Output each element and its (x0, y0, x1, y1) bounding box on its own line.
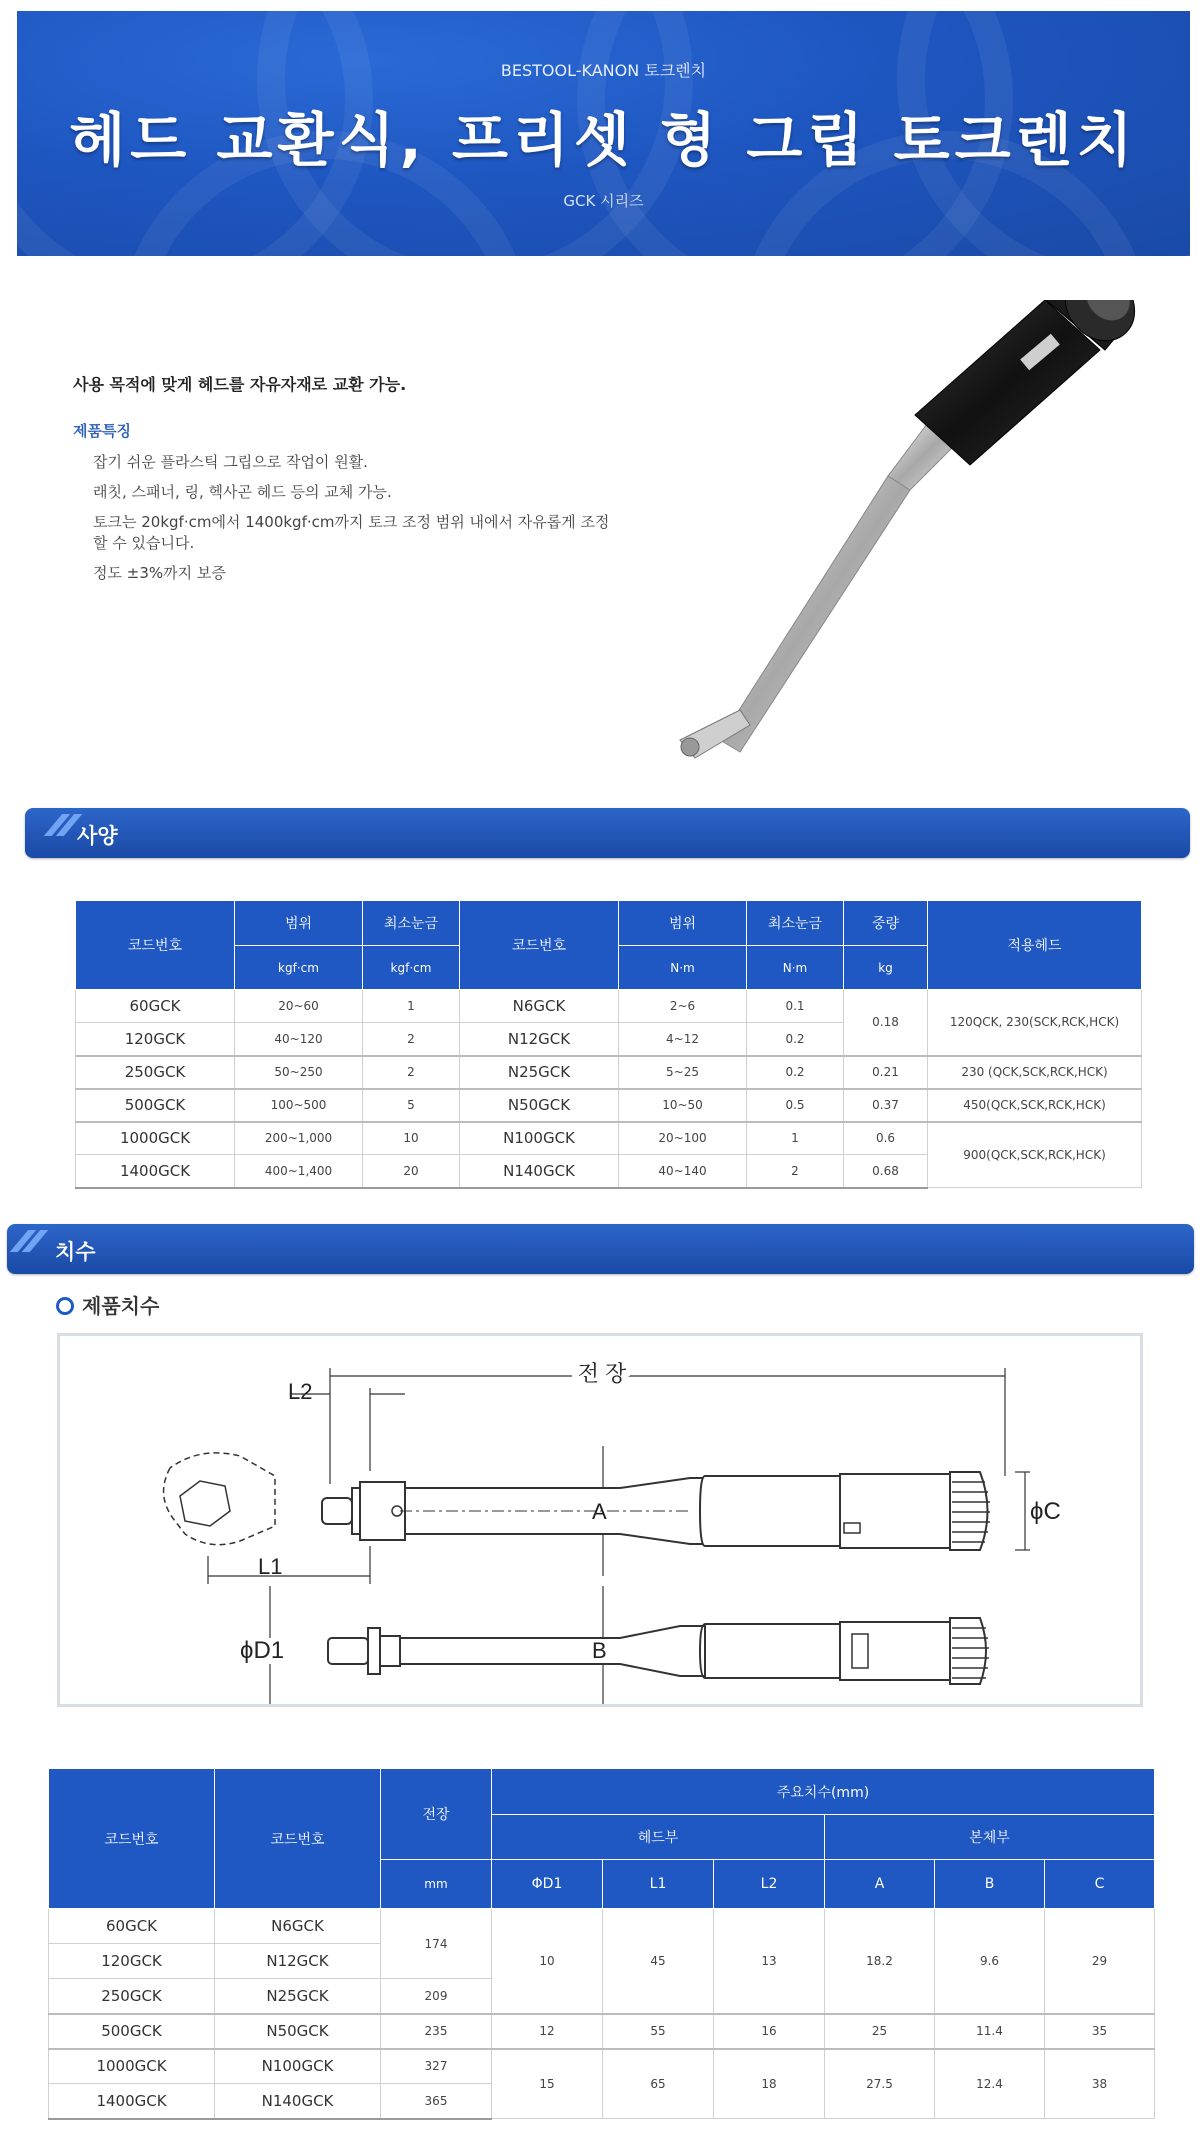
cell-b: 9.6 (935, 1909, 1045, 2014)
col-code: 코드번호 (49, 1769, 215, 1909)
col-code: 코드번호 (76, 901, 235, 990)
col-c: C (1045, 1860, 1155, 1909)
cell-range: 50~250 (235, 1056, 363, 1089)
cell-range2: 10~50 (619, 1089, 747, 1122)
col-code-nm: 코드번호 (215, 1769, 381, 1909)
label-c: ϕC (1030, 1498, 1061, 1525)
col-head: 적용헤드 (928, 901, 1142, 990)
col-weight: 중량 (844, 901, 928, 946)
intro-headline: 사용 목적에 맞게 헤드를 자유자재로 교환 가능. (73, 375, 407, 394)
label-a: A (592, 1499, 607, 1524)
cell-code2: N6GCK (215, 1909, 381, 1944)
cell-range2: 5~25 (619, 1056, 747, 1089)
cell-range: 400~1,400 (235, 1155, 363, 1188)
cell-code: 120GCK (76, 1023, 235, 1056)
cell-l1: 65 (603, 2049, 714, 2119)
col-min-scale-nm: 최소눈금 (747, 901, 844, 946)
col-d1: ΦD1 (492, 1860, 603, 1909)
cell-l2: 18 (714, 2049, 825, 2119)
unit-range: kgf·cm (235, 946, 363, 990)
cell-code: 1400GCK (76, 1155, 235, 1188)
cell-code: 250GCK (49, 1979, 215, 2014)
cell-range2: 40~140 (619, 1155, 747, 1188)
cell-code2: N12GCK (460, 1023, 619, 1056)
page-title: 헤드 교환식, 프리셋 형 그립 토크렌치 (69, 106, 1138, 174)
cell-code: 250GCK (76, 1056, 235, 1089)
cell-head: 120QCK, 230(SCK,RCK,HCK) (928, 990, 1142, 1056)
cell-code: 1000GCK (76, 1122, 235, 1155)
cell-code2: N140GCK (460, 1155, 619, 1188)
cell-d1: 12 (492, 2014, 603, 2049)
cell-weight: 0.68 (844, 1155, 928, 1188)
cell-code2: N25GCK (215, 1979, 381, 2014)
cell-length: 174 (381, 1909, 492, 1979)
cell-weight: 0.6 (844, 1122, 928, 1155)
col-b: B (935, 1860, 1045, 1909)
cell-min2: 2 (747, 1155, 844, 1188)
spec-table (75, 900, 1142, 1189)
cell-code2: N100GCK (215, 2049, 381, 2084)
cell-range: 20~60 (235, 990, 363, 1023)
cell-c: 38 (1045, 2049, 1155, 2119)
cell-weight: 0.21 (844, 1056, 928, 1089)
cell-d1: 10 (492, 1909, 603, 2014)
cell-a: 18.2 (825, 1909, 935, 2014)
cell-b: 12.4 (935, 2049, 1045, 2119)
col-code-nm: 코드번호 (460, 901, 619, 990)
table-row (76, 990, 1142, 1023)
cell-length: 209 (381, 1979, 492, 2014)
cell-l1: 45 (603, 1909, 714, 2014)
label-l1: L1 (258, 1554, 283, 1579)
product-image (660, 300, 1160, 780)
cell-code: 500GCK (76, 1089, 235, 1122)
cell-l1: 55 (603, 2014, 714, 2049)
col-range-nm: 범위 (619, 901, 747, 946)
section-dimensions-title: 치수 (55, 1240, 96, 1264)
cell-min: 2 (363, 1056, 460, 1089)
dimensions-subtitle: 제품치수 (82, 1294, 160, 1318)
cell-min: 2 (363, 1023, 460, 1056)
cell-code: 500GCK (49, 2014, 215, 2049)
unit-min-scale: kgf·cm (363, 946, 460, 990)
cell-code2: N50GCK (460, 1089, 619, 1122)
section-dimensions-bar (7, 1224, 1194, 1274)
col-body-part: 본체부 (825, 1815, 1155, 1860)
cell-b: 11.4 (935, 2014, 1045, 2049)
label-d1: ϕD1 (240, 1637, 285, 1664)
cell-weight: 0.37 (844, 1089, 928, 1122)
cell-min: 10 (363, 1122, 460, 1155)
cell-c: 29 (1045, 1909, 1155, 2014)
cell-code: 60GCK (76, 990, 235, 1023)
cell-code2: N50GCK (215, 2014, 381, 2049)
label-l2: L2 (288, 1379, 313, 1404)
feature-item: 잡기 쉬운 플라스틱 그립으로 작업이 원활. (93, 453, 368, 471)
cell-code: 1400GCK (49, 2084, 215, 2119)
unit-range-nm: N·m (619, 946, 747, 990)
table-row (76, 1122, 1142, 1155)
brand-subtitle: BESTOOL-KANON 토크렌치 (500, 61, 707, 80)
cell-head: 450(QCK,SCK,RCK,HCK) (928, 1089, 1142, 1122)
feature-item: 래칫, 스패너, 링, 헥사곤 헤드 등의 교체 가능. (93, 483, 392, 501)
header-banner (17, 11, 1190, 256)
cell-min: 20 (363, 1155, 460, 1188)
unit-weight: kg (844, 946, 928, 990)
cell-range: 200~1,000 (235, 1122, 363, 1155)
cell-min2: 1 (747, 1122, 844, 1155)
unit-mm: mm (381, 1860, 492, 1909)
col-head-part: 헤드부 (492, 1815, 825, 1860)
cell-min2: 0.5 (747, 1089, 844, 1122)
dimension-table (48, 1768, 1155, 2120)
cell-c: 35 (1045, 2014, 1155, 2049)
col-min-scale: 최소눈금 (363, 901, 460, 946)
section-spec-bar (25, 808, 1190, 858)
cell-length: 327 (381, 2049, 492, 2084)
col-range: 범위 (235, 901, 363, 946)
cell-length: 365 (381, 2084, 492, 2119)
cell-range2: 2~6 (619, 990, 747, 1023)
cell-d1: 15 (492, 2049, 603, 2119)
series-label: GCK 시리즈 (563, 192, 644, 210)
cell-code2: N140GCK (215, 2084, 381, 2119)
cell-code2: N100GCK (460, 1122, 619, 1155)
cell-range2: 20~100 (619, 1122, 747, 1155)
cell-length: 235 (381, 2014, 492, 2049)
col-l2: L2 (714, 1860, 825, 1909)
cell-a: 25 (825, 2014, 935, 2049)
cell-head: 900(QCK,SCK,RCK,HCK) (928, 1122, 1142, 1188)
cell-range2: 4~12 (619, 1023, 747, 1056)
feature-item: 토크는 20kgf·cm에서 1400kgf·cm까지 토크 조정 범위 내에서 자유롭게 조정할 수 있습니다. (93, 513, 610, 552)
cell-l2: 16 (714, 2014, 825, 2049)
label-overall-length: 전 장 (577, 1361, 627, 1386)
table-row (49, 2049, 1155, 2084)
cell-l2: 13 (714, 1909, 825, 2014)
cell-a: 27.5 (825, 2049, 935, 2119)
table-row (49, 1909, 1155, 1944)
table-row (76, 1089, 1142, 1122)
cell-range: 100~500 (235, 1089, 363, 1122)
cell-code: 120GCK (49, 1944, 215, 1979)
cell-code2: N25GCK (460, 1056, 619, 1089)
cell-min2: 0.1 (747, 990, 844, 1023)
table-row (49, 2014, 1155, 2049)
cell-code2: N12GCK (215, 1944, 381, 1979)
cell-min2: 0.2 (747, 1056, 844, 1089)
cell-head: 230 (QCK,SCK,RCK,HCK) (928, 1056, 1142, 1089)
col-main-dims: 주요치수(mm) (492, 1769, 1155, 1815)
label-b: B (592, 1638, 607, 1663)
table-row (76, 1056, 1142, 1089)
cell-min: 1 (363, 990, 460, 1023)
bullet-circle-icon (56, 1297, 74, 1315)
col-a: A (825, 1860, 935, 1909)
col-l1: L1 (603, 1860, 714, 1909)
cell-code2: N6GCK (460, 990, 619, 1023)
cell-code: 60GCK (49, 1909, 215, 1944)
cell-code: 1000GCK (49, 2049, 215, 2084)
section-spec-title: 사양 (77, 824, 118, 848)
dimension-diagram (57, 1333, 1143, 1707)
features-title: 제품특징 (73, 422, 131, 440)
unit-min-scale-nm: N·m (747, 946, 844, 990)
col-length: 전장 (381, 1769, 492, 1860)
cell-weight: 0.18 (844, 990, 928, 1056)
feature-item: 정도 ±3%까지 보증 (93, 564, 226, 582)
cell-min: 5 (363, 1089, 460, 1122)
cell-range: 40~120 (235, 1023, 363, 1056)
cell-min2: 0.2 (747, 1023, 844, 1056)
